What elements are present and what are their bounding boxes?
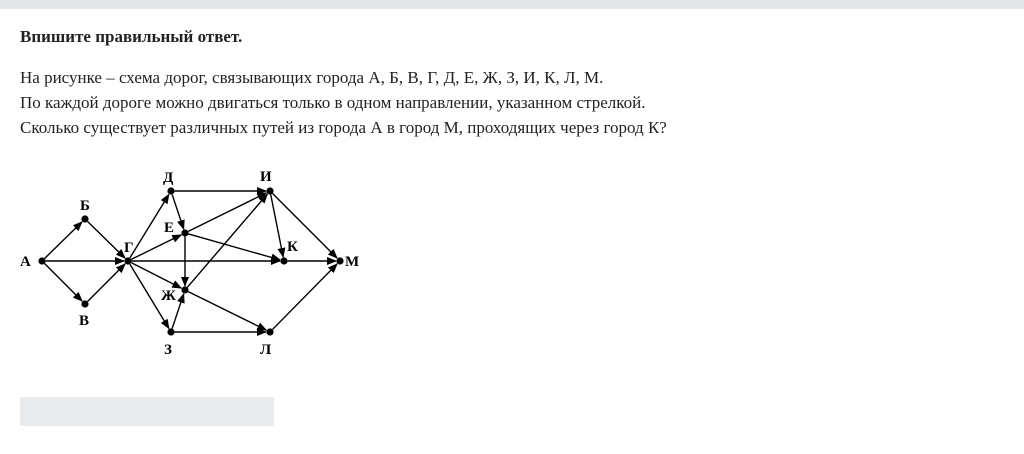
road-arrow bbox=[45, 222, 82, 259]
road-arrow bbox=[131, 263, 181, 289]
task-header: Впишите правильный ответ. bbox=[20, 27, 243, 46]
city-node bbox=[38, 257, 45, 264]
road-arrow bbox=[131, 235, 181, 260]
city-node bbox=[181, 229, 188, 236]
city-label: М bbox=[345, 254, 360, 270]
road-arrow bbox=[273, 264, 338, 330]
city-node bbox=[280, 257, 287, 264]
city-label: Л bbox=[260, 342, 272, 358]
question-text bbox=[20, 65, 667, 140]
city-node bbox=[81, 300, 88, 307]
road-arrow bbox=[130, 194, 169, 257]
question-line: Сколько существует различных путей из города А в город М, проходящих через город К? bbox=[20, 118, 667, 137]
city-node bbox=[167, 328, 174, 335]
city-node bbox=[167, 187, 174, 194]
question-line: По каждой дороге можно двигаться только в одном направлении, указанном стрелкой. bbox=[20, 93, 646, 112]
city-label: И bbox=[260, 169, 272, 185]
road-arrow bbox=[45, 264, 83, 302]
road-arrow bbox=[188, 193, 266, 232]
road-arrow bbox=[273, 194, 338, 259]
city-label: А bbox=[20, 254, 31, 270]
city-node bbox=[81, 215, 88, 222]
city-node bbox=[336, 257, 343, 264]
top-bar bbox=[0, 0, 1024, 9]
road-arrow bbox=[188, 234, 280, 260]
city-label: Ж bbox=[161, 288, 176, 304]
city-node bbox=[266, 187, 273, 194]
road-arrow bbox=[88, 264, 126, 302]
road-arrow bbox=[271, 195, 283, 257]
city-label: З bbox=[164, 342, 172, 358]
road-arrow bbox=[187, 194, 267, 287]
city-label: Е bbox=[164, 220, 175, 236]
city-label: В bbox=[79, 313, 90, 329]
city-label: Г bbox=[124, 240, 134, 256]
city-label: Б bbox=[80, 198, 90, 214]
city-node bbox=[266, 328, 273, 335]
answer-input[interactable] bbox=[20, 397, 274, 426]
road-arrow bbox=[88, 222, 125, 259]
city-node bbox=[181, 286, 188, 293]
question-line: На рисунке – схема дорог, связывающих города А, Б, В, Г, Д, Е, Ж, З, И, К, Л, М. bbox=[20, 68, 604, 87]
city-node bbox=[124, 257, 131, 264]
road-diagram bbox=[14, 160, 374, 365]
road-arrow bbox=[188, 292, 266, 331]
city-label: Д bbox=[163, 170, 174, 186]
city-label: К bbox=[287, 239, 298, 255]
